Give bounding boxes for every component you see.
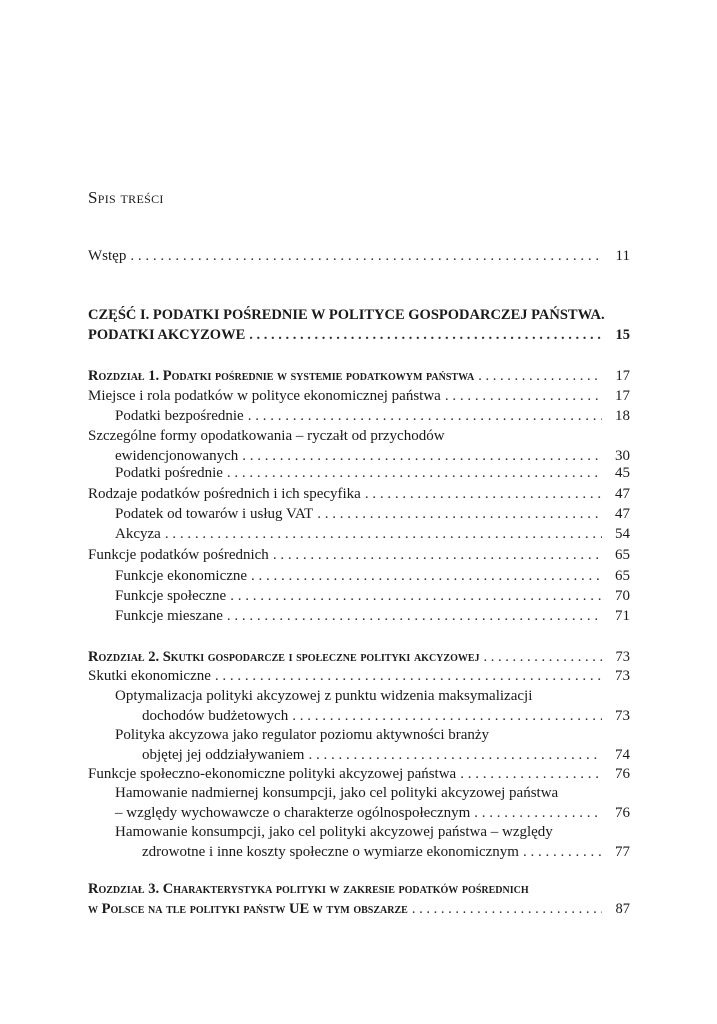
toc-entry[interactable] xyxy=(88,764,630,784)
page-number: 73 xyxy=(615,708,630,724)
dot-leader xyxy=(227,463,602,483)
toc-entry[interactable] xyxy=(88,666,630,686)
part-title-line1: CZĘŚĆ I. PODATKI POŚREDNIE W POLITYCE GOSPODARCZEJ PAŃSTWA. xyxy=(88,307,605,323)
chapter-title-line2: w Polsce na tle polityki państw UE w tym obszarze xyxy=(88,901,408,917)
entry-label: Podatki bezpośrednie xyxy=(115,408,244,424)
page-number: 71 xyxy=(615,608,630,624)
dot-leader xyxy=(251,566,602,586)
dot-leader xyxy=(484,647,602,667)
toc-entry[interactable] xyxy=(88,484,630,504)
entry-label: Polityka akcyzowa jako regulator poziomu aktywności branży xyxy=(115,727,490,743)
page-number: 17 xyxy=(615,368,630,384)
page-number: 18 xyxy=(615,408,630,424)
page-number: 65 xyxy=(615,568,630,584)
toc-entry[interactable] xyxy=(115,606,630,626)
toc-entry[interactable] xyxy=(115,783,630,823)
entry-label: Hamowanie nadmiernej konsumpcji, jako cel polityki akcyzowej państwa xyxy=(115,785,559,801)
toc-chapter-3[interactable] xyxy=(88,879,630,919)
entry-label-continued: zdrowotne i inne koszty społeczne o wymiarze ekonomicznym xyxy=(142,844,519,860)
entry-label: Podatki pośrednie xyxy=(115,465,223,481)
dot-leader xyxy=(445,386,602,406)
toc-entry[interactable] xyxy=(115,725,630,765)
dot-leader xyxy=(130,246,602,266)
dot-leader xyxy=(215,666,602,686)
entry-label: Funkcje społeczne xyxy=(115,588,227,604)
page-number: 47 xyxy=(615,486,630,502)
chapter-title: Rozdział 1. Podatki pośrednie w systemie podatkowym państwa xyxy=(88,368,475,384)
toc-chapter-1[interactable] xyxy=(88,366,630,386)
page-number: 76 xyxy=(615,805,630,821)
dot-leader xyxy=(478,366,602,386)
toc-part-1[interactable] xyxy=(88,305,630,345)
entry-label: Optymalizacja polityki akcyzowej z punktu widzenia maksymalizacji xyxy=(115,688,533,704)
dot-leader xyxy=(412,899,602,919)
toc-chapter-2[interactable] xyxy=(88,647,630,667)
page-number: 77 xyxy=(615,844,630,860)
entry-label: Miejsce i rola podatków w polityce ekonomicznej państwa xyxy=(88,388,441,404)
page-number: 76 xyxy=(615,766,630,782)
entry-label: Hamowanie konsumpcji, jako cel polityki akcyzowej państwa – względy xyxy=(115,824,553,840)
page-number: 47 xyxy=(615,506,630,522)
dot-leader xyxy=(273,545,602,565)
toc-entry[interactable] xyxy=(115,586,630,606)
toc-entry[interactable] xyxy=(115,504,630,524)
dot-leader xyxy=(317,504,602,524)
entry-label-continued: – względy wychowawcze o charakterze ogólnospołecznym xyxy=(115,805,471,821)
page-number: 74 xyxy=(615,747,630,763)
page-number: 73 xyxy=(615,649,630,665)
dot-leader xyxy=(249,325,602,345)
entry-label: Wstęp xyxy=(88,248,127,264)
chapter-title-line1: Rozdział 3. Charakterystyka polityki w zakresie podatków pośrednich xyxy=(88,881,529,897)
entry-label-continued: dochodów budżetowych xyxy=(142,708,289,724)
entry-label: Szczególne formy opodatkowania – ryczałt od przychodów xyxy=(88,428,445,444)
entry-label: Funkcje mieszane xyxy=(115,608,223,624)
page-number: 30 xyxy=(615,448,630,464)
page-number: 15 xyxy=(615,327,630,343)
dot-leader xyxy=(460,764,602,784)
entry-label: Funkcje społeczno-ekonomiczne polityki akcyzowej państwa xyxy=(88,766,457,782)
toc-entry[interactable] xyxy=(115,463,630,483)
page-number: 73 xyxy=(615,668,630,684)
toc-entry[interactable] xyxy=(88,545,630,565)
entry-label: Funkcje podatków pośrednich xyxy=(88,547,269,563)
entry-label: Podatek od towarów i usług VAT xyxy=(115,506,314,522)
entry-label: Rodzaje podatków pośrednich i ich specyfika xyxy=(88,486,361,502)
dot-leader xyxy=(248,406,602,426)
page-number: 70 xyxy=(615,588,630,604)
dot-leader xyxy=(292,706,602,726)
dot-leader xyxy=(165,524,602,544)
dot-leader xyxy=(523,842,602,862)
toc-entry[interactable] xyxy=(115,406,630,426)
toc-entry[interactable] xyxy=(115,686,630,726)
page-number: 17 xyxy=(615,388,630,404)
entry-label: Funkcje ekonomiczne xyxy=(115,568,248,584)
entry-label-continued: ewidencjonowanych xyxy=(115,448,239,464)
page-number: 54 xyxy=(615,526,630,542)
dot-leader xyxy=(227,606,602,626)
entry-label: Skutki ekonomiczne xyxy=(88,668,211,684)
toc-entry[interactable] xyxy=(115,566,630,586)
page-number: 87 xyxy=(615,901,630,917)
dot-leader xyxy=(230,586,602,606)
toc-entry-intro[interactable] xyxy=(88,246,630,266)
chapter-title: Rozdział 2. Skutki gospodarcze i społeczne polityki akcyzowej xyxy=(88,649,480,665)
part-title-line2: PODATKI AKCYZOWE xyxy=(88,327,246,343)
dot-leader xyxy=(474,803,602,823)
page-number: 45 xyxy=(615,465,630,481)
page-number: 11 xyxy=(615,248,630,264)
toc-entry[interactable] xyxy=(115,524,630,544)
toc-entry[interactable] xyxy=(115,822,630,862)
entry-label-continued: objętej jej oddziaływaniem xyxy=(142,747,305,763)
dot-leader xyxy=(308,745,602,765)
dot-leader xyxy=(365,484,602,504)
toc-entry[interactable] xyxy=(88,426,630,466)
page-number: 65 xyxy=(615,547,630,563)
page-title: Spis treści xyxy=(88,188,164,207)
entry-label: Akcyza xyxy=(115,526,161,542)
toc-entry[interactable] xyxy=(88,386,630,406)
